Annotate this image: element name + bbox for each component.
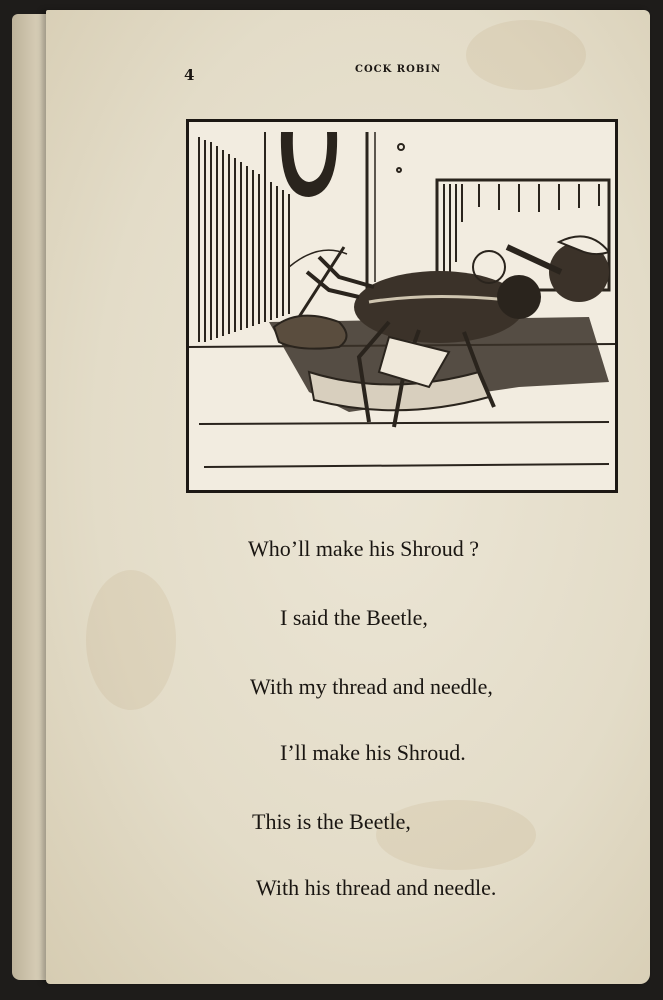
verse-line-3: With my thread and needle, xyxy=(250,674,493,699)
verse-line-4: I’ll make his Shroud. xyxy=(280,740,466,765)
page-stain xyxy=(466,20,586,90)
verse-line-2: I said the Beetle, xyxy=(280,605,428,630)
verse-line-6: With his thread and needle. xyxy=(256,875,497,900)
page-stain xyxy=(86,570,176,710)
page-number: 4 xyxy=(184,66,195,84)
verse-line-1: Who’ll make his Shroud ? xyxy=(248,536,479,561)
running-head: COCK ROBIN xyxy=(355,64,442,75)
woodcut-illustration xyxy=(186,119,618,493)
verse-line-5: This is the Beetle, xyxy=(252,809,411,834)
beetle-woodcut-image xyxy=(189,122,615,490)
